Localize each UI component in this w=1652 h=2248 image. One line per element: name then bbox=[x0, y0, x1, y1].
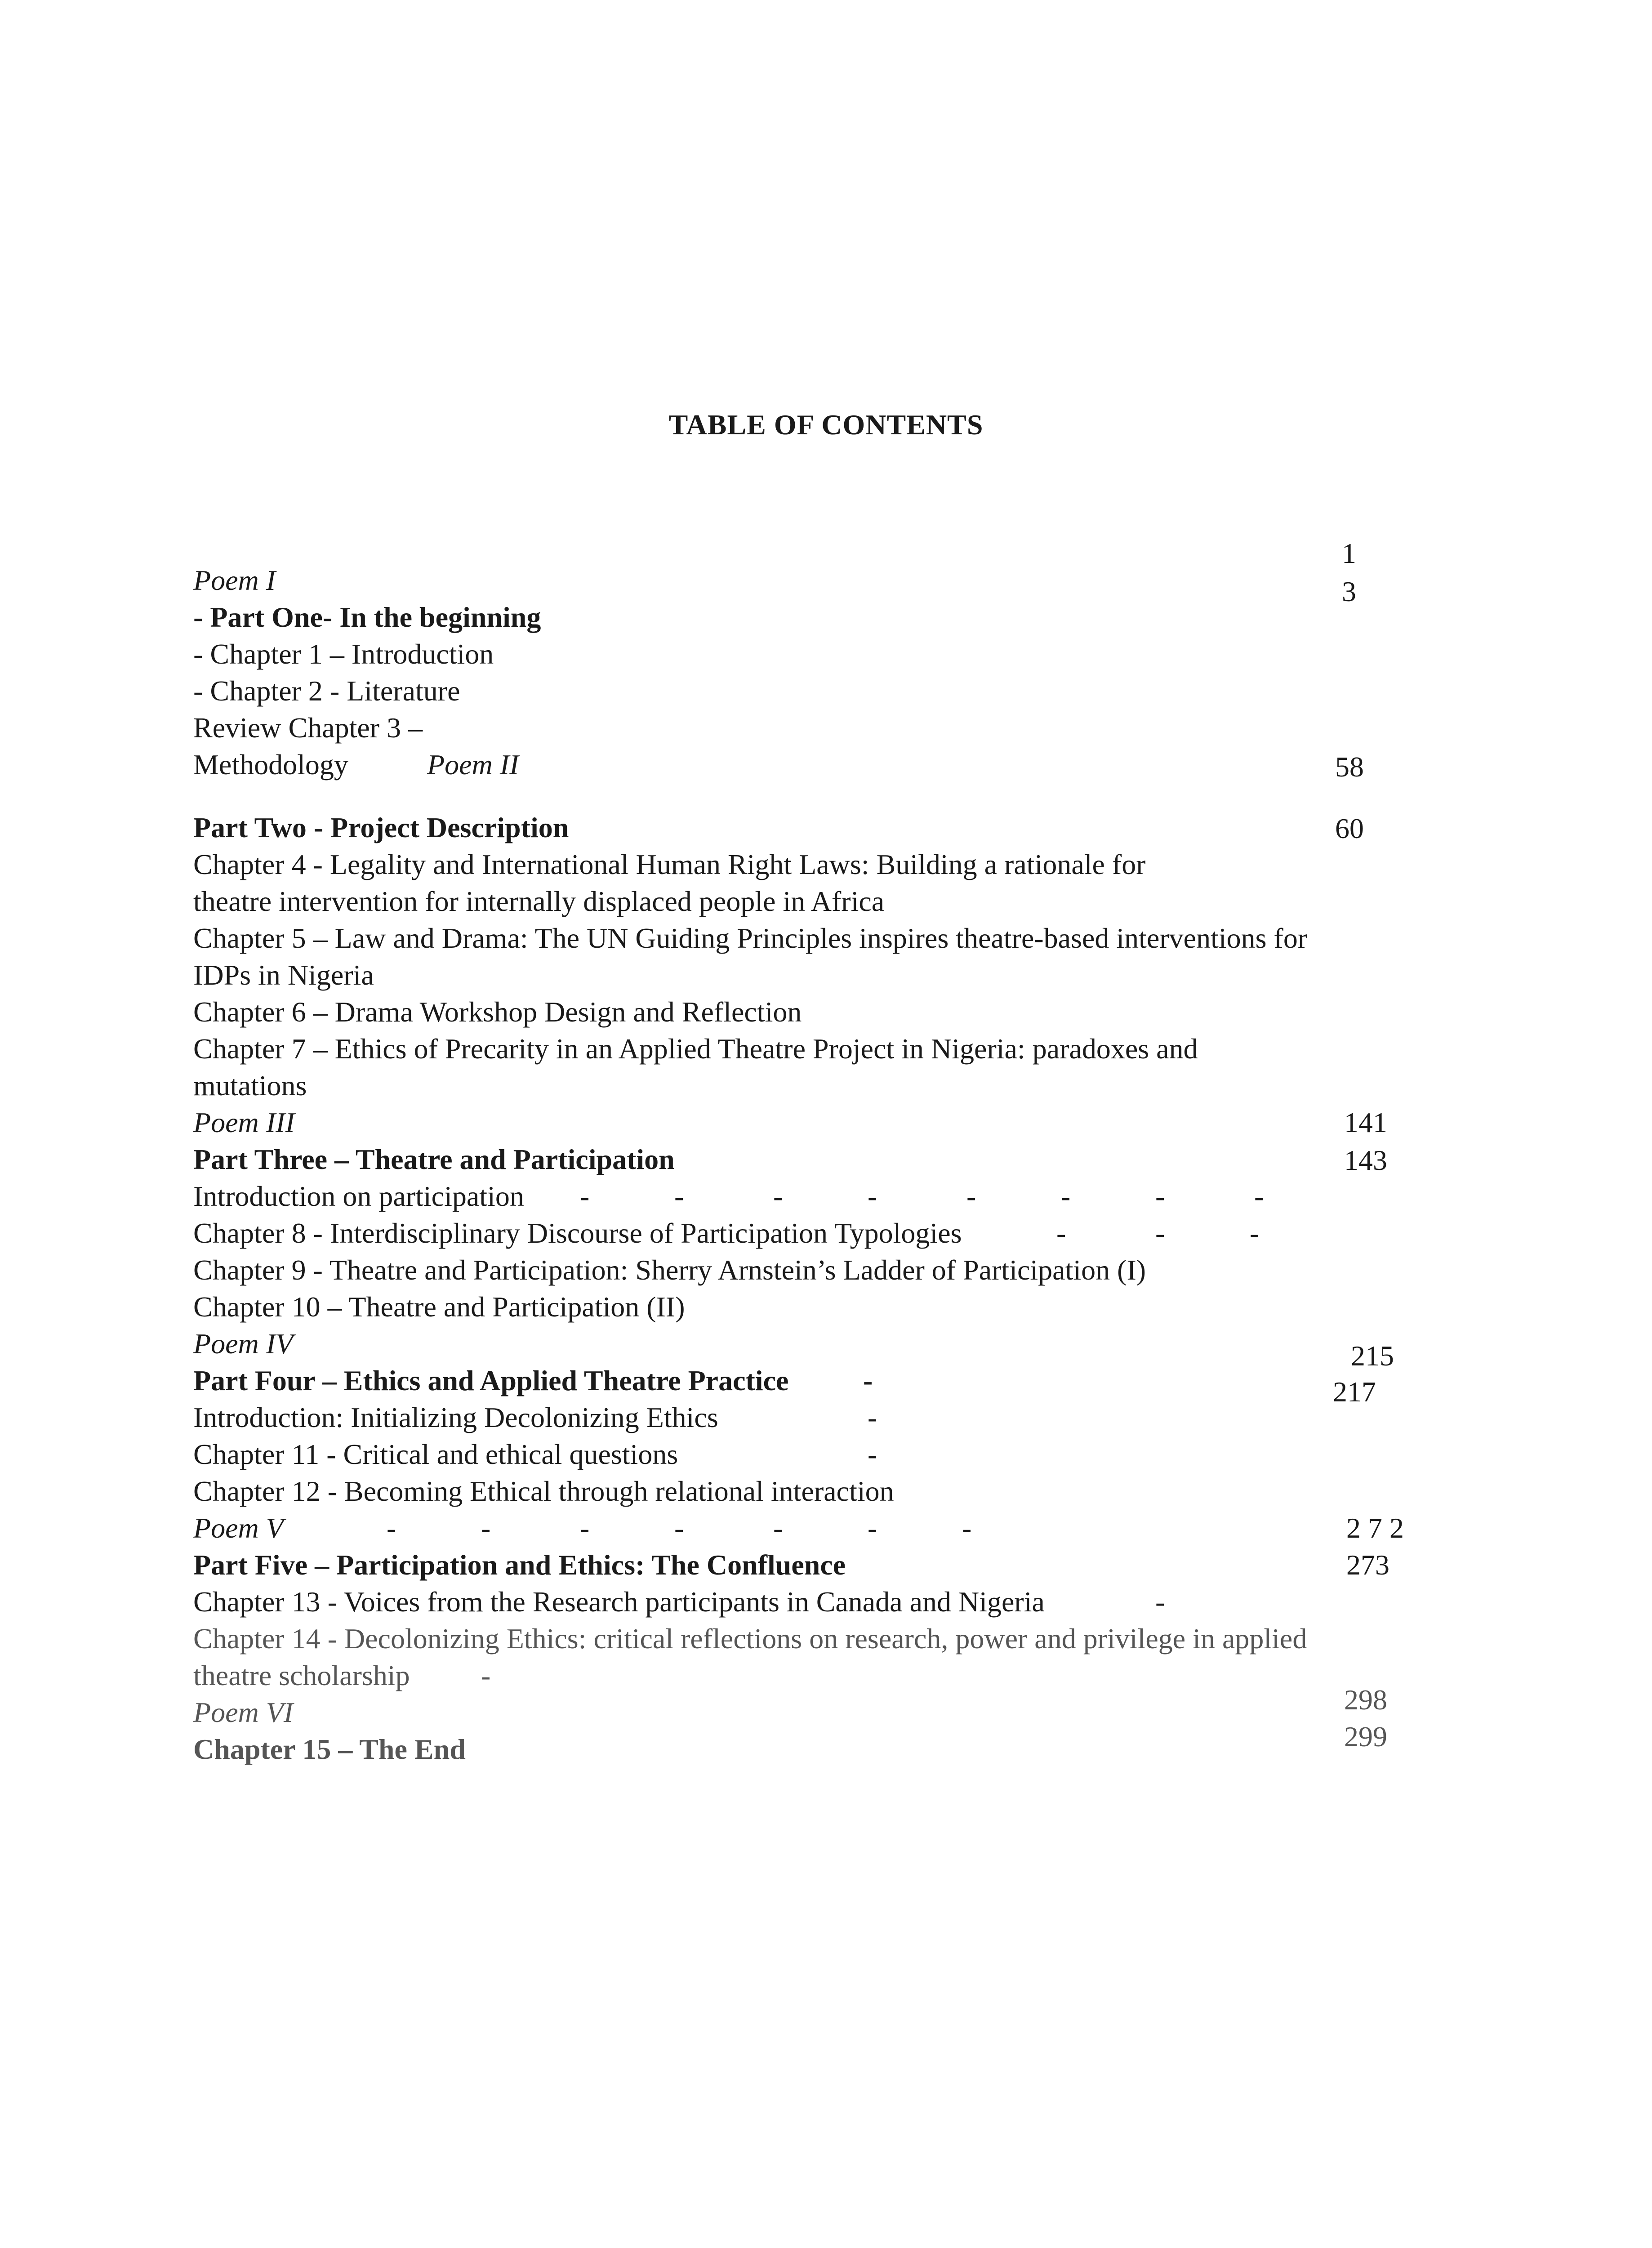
leader-dash: - bbox=[1056, 1217, 1066, 1249]
toc-entry-chapter-5-line-2: IDPs in Nigeria bbox=[193, 959, 374, 991]
leader-dash: - bbox=[481, 1659, 491, 1691]
toc-entry-part-five: Part Five – Participation and Ethics: The Confluence bbox=[193, 1549, 846, 1581]
toc-entry-chapter-5-line-1: Chapter 5 – Law and Drama: The UN Guiding Principles inspires theatre-based interventions for bbox=[193, 922, 1308, 954]
leader-dash: - bbox=[962, 1512, 972, 1544]
leader-dash: - bbox=[1155, 1180, 1165, 1212]
toc-entry-poem-6: Poem VI bbox=[193, 1696, 294, 1728]
toc-entry-chapter-12: Chapter 12 - Becoming Ethical through relational interaction bbox=[193, 1475, 894, 1507]
toc-entry-part-four: Part Four – Ethics and Applied Theatre Practice bbox=[193, 1365, 789, 1396]
toc-entry-chapter-4-line-1: Chapter 4 - Legality and International Human Right Laws: Building a rationale for bbox=[193, 848, 1146, 880]
leader-dash: - bbox=[773, 1512, 783, 1544]
toc-entry-chapter-7-line-2: mutations bbox=[193, 1070, 307, 1102]
leader-dash: - bbox=[1250, 1217, 1260, 1249]
leader-dash: - bbox=[1061, 1180, 1071, 1212]
leader-dash: - bbox=[674, 1512, 684, 1544]
leader-dash: - bbox=[1155, 1586, 1165, 1618]
toc-entry-intro-decolonizing: Introduction: Initializing Decolonizing Ethics bbox=[193, 1401, 718, 1433]
toc-entry-part-one: - Part One- In the beginning bbox=[193, 601, 541, 633]
toc-entry-poem-3: Poem III bbox=[193, 1106, 295, 1138]
page-number: 1 bbox=[1342, 537, 1356, 569]
page-number: 141 bbox=[1344, 1106, 1387, 1138]
leader-dash: - bbox=[868, 1512, 877, 1544]
toc-entry-chapter-13: Chapter 13 - Voices from the Research participants in Canada and Nigeria bbox=[193, 1586, 1045, 1618]
toc-entry-chapter-15: Chapter 15 – The End bbox=[193, 1733, 466, 1765]
toc-entry-part-three: Part Three – Theatre and Participation bbox=[193, 1143, 675, 1175]
leader-dash: - bbox=[863, 1365, 873, 1396]
leader-dash: - bbox=[773, 1180, 783, 1212]
toc-entry-part-two: Part Two - Project Description bbox=[193, 812, 569, 843]
leader-dash: - bbox=[868, 1401, 877, 1433]
page-number: 215 bbox=[1351, 1340, 1394, 1372]
page-number: 60 bbox=[1335, 812, 1364, 844]
leader-dash: - bbox=[580, 1512, 590, 1544]
toc-entry-poem-4: Poem IV bbox=[193, 1328, 294, 1360]
toc-entry-chapter-3-line-1: Review Chapter 3 – bbox=[193, 712, 423, 744]
leader-dash: - bbox=[674, 1180, 684, 1212]
page-number: 273 bbox=[1346, 1549, 1389, 1581]
leader-dash: - bbox=[868, 1438, 877, 1470]
toc-entry-intro-participation: Introduction on participation bbox=[193, 1180, 524, 1212]
toc-entry-chapter-3-line-2: Methodology bbox=[193, 749, 348, 781]
toc-entry-poem-2: Poem II bbox=[427, 749, 519, 781]
page-number: 143 bbox=[1344, 1144, 1387, 1176]
toc-entry-chapter-6: Chapter 6 – Drama Workshop Design and Reflection bbox=[193, 996, 802, 1028]
toc-entry-chapter-1: - Chapter 1 – Introduction bbox=[193, 638, 494, 670]
page-number: 299 bbox=[1344, 1721, 1387, 1753]
page-number: 217 bbox=[1333, 1376, 1376, 1408]
toc-entry-poem-1: Poem I bbox=[193, 564, 276, 596]
toc-entry-chapter-4-line-2: theatre intervention for internally displaced people in Africa bbox=[193, 885, 885, 917]
toc-entry-chapter-8: Chapter 8 - Interdisciplinary Discourse of Participation Typologies bbox=[193, 1217, 962, 1249]
page-number: 3 bbox=[1342, 575, 1356, 607]
leader-dash: - bbox=[481, 1512, 491, 1544]
page-number: 58 bbox=[1335, 751, 1364, 783]
leader-dash: - bbox=[966, 1180, 976, 1212]
toc-entry-chapter-9: Chapter 9 - Theatre and Participation: Sherry Arnstein’s Ladder of Participation (I) bbox=[193, 1254, 1146, 1286]
toc-entry-poem-5: Poem V bbox=[193, 1512, 284, 1544]
toc-entry-chapter-7-line-1: Chapter 7 – Ethics of Precarity in an Applied Theatre Project in Nigeria: paradoxes and bbox=[193, 1033, 1198, 1065]
leader-dash: - bbox=[1254, 1180, 1264, 1212]
leader-dash: - bbox=[580, 1180, 590, 1212]
toc-entry-chapter-14-line-2: theatre scholarship bbox=[193, 1659, 410, 1691]
toc-entry-chapter-10: Chapter 10 – Theatre and Participation (II) bbox=[193, 1291, 685, 1323]
leader-dash: - bbox=[1155, 1217, 1165, 1249]
toc-entry-chapter-2: - Chapter 2 - Literature bbox=[193, 675, 460, 707]
page-number: 298 bbox=[1344, 1684, 1387, 1716]
leader-dash: - bbox=[387, 1512, 396, 1544]
toc-entry-chapter-14-line-1: Chapter 14 - Decolonizing Ethics: critical reflections on research, power and privilege in applied bbox=[193, 1623, 1307, 1655]
leader-dash: - bbox=[868, 1180, 877, 1212]
page-number: 2 7 2 bbox=[1346, 1512, 1404, 1544]
page-title: TABLE OF CONTENTS bbox=[668, 409, 984, 441]
toc-entry-chapter-11: Chapter 11 - Critical and ethical questions bbox=[193, 1438, 678, 1470]
